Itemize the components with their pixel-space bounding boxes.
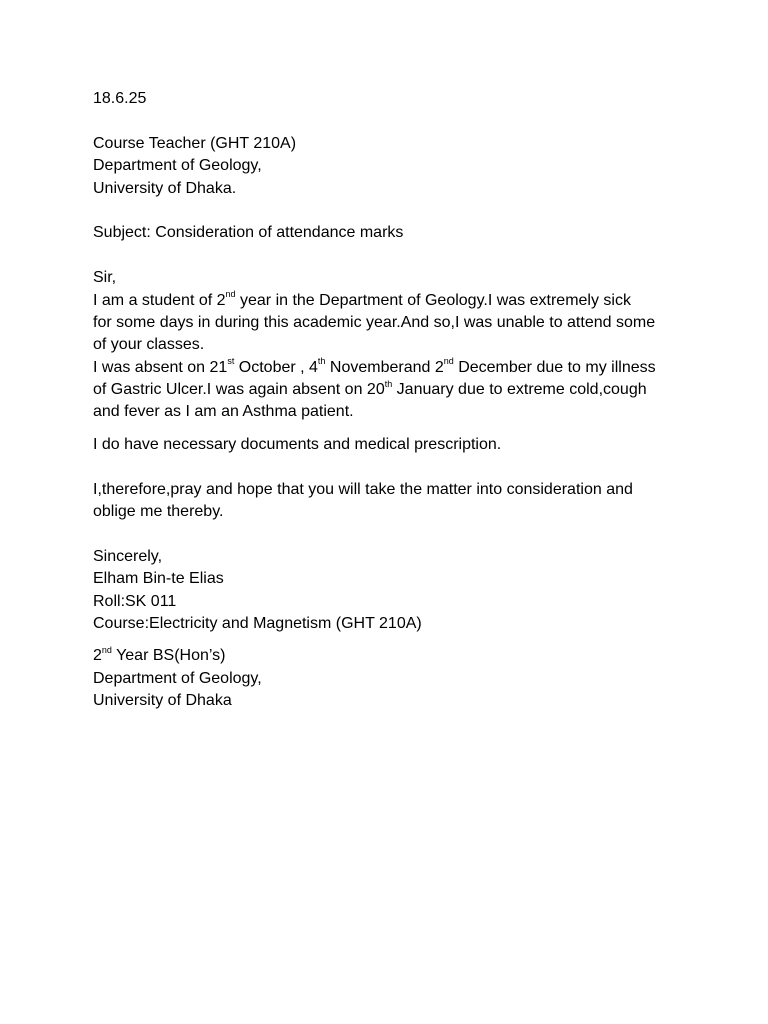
body-paragraph-2-line-1: I was absent on 21st October , 4th Novemberand 2nd December due to my illness	[93, 356, 656, 376]
sender-university: University of Dhaka	[93, 692, 232, 710]
sender-course: Course:Electricity and Magnetism (GHT 210A)	[93, 614, 422, 632]
body-paragraph-2-line-2: of Gastric Ulcer.I was again absent on 20th January due to extreme cold,cough	[93, 378, 647, 399]
recipient-department: Department of Geology,	[93, 157, 262, 175]
sender-name: Elham Bin-te Elias	[93, 570, 224, 588]
letter-subject: Subject: Consideration of attendance marks	[93, 224, 404, 242]
letter-body	[93, 88, 693, 713]
recipient-university: University of Dhaka.	[93, 179, 237, 197]
body-paragraph-2-line-3: and fever as I am an Asthma patient.	[93, 403, 354, 421]
body-paragraph-3: I do have necessary documents and medical prescription.	[93, 435, 502, 453]
sender-roll: Roll:SK 011	[93, 592, 177, 610]
body-paragraph-1-line-3: of your classes.	[93, 336, 205, 354]
letter-date: 18.6.25	[93, 90, 147, 107]
recipient-title: Course Teacher (GHT 210A)	[93, 134, 297, 152]
salutation: Sir,	[93, 269, 117, 287]
sign-off: Sincerely,	[93, 547, 163, 565]
sender-department: Department of Geology,	[93, 669, 262, 687]
body-paragraph-1-line-1: I am a student of 2nd year in the Department of Geology.I was extremely sick	[93, 289, 631, 309]
body-paragraph-4-line-1: I,therefore,pray and hope that you will take the matter into consideration and	[93, 480, 633, 498]
sender-year: 2nd Year BS(Hon’s)	[93, 645, 226, 665]
body-paragraph-1-line-2: for some days in during this academic year.And so,I was unable to attend some	[93, 313, 656, 331]
body-paragraph-4-line-2: oblige me thereby.	[93, 503, 224, 521]
